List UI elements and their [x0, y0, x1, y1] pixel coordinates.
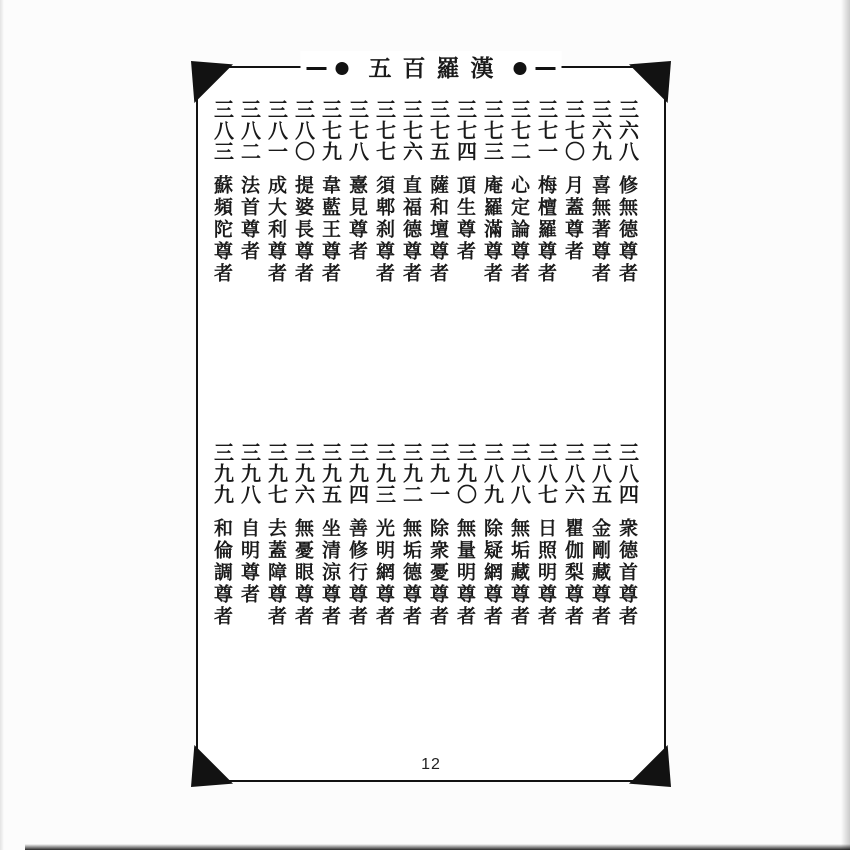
entry-number: 三九六	[291, 442, 314, 505]
entry-number: 三九〇	[453, 442, 476, 505]
entry-column-398	[235, 442, 262, 628]
entry-name: 除衆憂尊者	[427, 518, 448, 628]
entry-name: 和倫調尊者	[211, 518, 232, 628]
title-rule-right	[536, 67, 556, 70]
entry-name: 須郫刹尊者	[373, 175, 394, 285]
entry-column-394	[343, 442, 370, 628]
entry-number: 三七四	[453, 99, 476, 162]
entry-name: 頂生尊者	[454, 175, 475, 263]
entry-column-380	[289, 99, 316, 285]
entry-column-395	[316, 442, 343, 628]
arhat-list-lower	[208, 442, 640, 628]
title-cartouche	[301, 51, 562, 85]
entry-column-385	[586, 442, 613, 628]
entry-number: 三七三	[480, 99, 503, 162]
entry-column-379	[316, 99, 343, 285]
entry-number: 三七〇	[561, 99, 584, 162]
entry-column-391	[424, 442, 451, 628]
entry-number: 三八五	[588, 442, 611, 505]
page-frame	[196, 55, 666, 782]
entry-column-384	[613, 442, 640, 628]
entry-name: 無垢藏尊者	[508, 518, 529, 628]
entry-name: 直福德尊者	[400, 175, 421, 285]
entry-number: 三九一	[426, 442, 449, 505]
entry-column-388	[505, 442, 532, 628]
entry-name: 無量明尊者	[454, 518, 475, 628]
entry-name: 憙見尊者	[346, 175, 367, 263]
entry-number: 三九五	[318, 442, 341, 505]
entry-number: 三九三	[372, 442, 395, 505]
entry-name: 除疑網尊者	[481, 518, 502, 628]
entry-number: 三八六	[561, 442, 584, 505]
entry-number: 三八九	[480, 442, 503, 505]
entry-name: 蘇頻陀尊者	[211, 175, 232, 285]
entry-column-392	[397, 442, 424, 628]
scan-edge-bottom	[25, 844, 850, 850]
entry-column-371	[532, 99, 559, 285]
entry-name: 衆德首尊者	[616, 518, 637, 628]
scan-edge-left	[0, 0, 4, 850]
entry-column-389	[478, 442, 505, 628]
entry-column-382	[235, 99, 262, 285]
entry-number: 三八〇	[291, 99, 314, 162]
entry-number: 三八三	[210, 99, 233, 162]
entry-column-387	[532, 442, 559, 628]
entry-name: 庵羅滿尊者	[481, 175, 502, 285]
entry-column-375	[424, 99, 451, 285]
entry-name: 去蓋障尊者	[265, 518, 286, 628]
entry-column-393	[370, 442, 397, 628]
entry-number: 三七九	[318, 99, 341, 162]
entry-number: 三八一	[264, 99, 287, 162]
page-title: 五百羅漢	[368, 55, 505, 81]
corner-ornament-bottom-left-icon	[191, 745, 233, 787]
entry-number: 三八八	[507, 442, 530, 505]
entry-column-370	[559, 99, 586, 285]
entry-number: 三八四	[615, 442, 638, 505]
title-rule-left	[307, 67, 327, 70]
entry-number: 三九七	[264, 442, 287, 505]
entry-number: 三七八	[345, 99, 368, 162]
entry-column-374	[451, 99, 478, 285]
entry-column-399	[208, 442, 235, 628]
entry-number: 三七五	[426, 99, 449, 162]
entry-column-368	[613, 99, 640, 285]
entry-name: 法首尊者	[238, 175, 259, 263]
entry-name: 瞿伽梨尊者	[562, 518, 583, 628]
entry-column-381	[262, 99, 289, 285]
entry-number: 三八二	[237, 99, 260, 162]
entry-number: 三七七	[372, 99, 395, 162]
entry-name: 韋藍王尊者	[319, 175, 340, 285]
entry-number: 三七六	[399, 99, 422, 162]
bullet-left-icon	[336, 62, 349, 75]
entry-column-369	[586, 99, 613, 285]
entry-name: 光明網尊者	[373, 518, 394, 628]
bullet-right-icon	[514, 62, 527, 75]
entry-column-390	[451, 442, 478, 628]
entry-name: 自明尊者	[238, 518, 259, 606]
entry-name: 成大利尊者	[265, 175, 286, 285]
corner-ornament-top-right-icon	[629, 61, 671, 103]
entry-name: 金剛藏尊者	[589, 518, 610, 628]
page-number: 12	[421, 756, 441, 773]
entry-name: 無憂眼尊者	[292, 518, 313, 628]
entry-column-386	[559, 442, 586, 628]
entry-name: 善修行尊者	[346, 518, 367, 628]
entry-name: 喜無著尊者	[589, 175, 610, 285]
entry-name: 薩和壇尊者	[427, 175, 448, 285]
entry-column-376	[397, 99, 424, 285]
entry-number: 三六九	[588, 99, 611, 162]
entry-number: 三七一	[534, 99, 557, 162]
entry-number: 三九四	[345, 442, 368, 505]
entry-column-378	[343, 99, 370, 285]
entry-name: 日照明尊者	[535, 518, 556, 628]
corner-ornament-top-left-icon	[191, 61, 233, 103]
entry-number: 三八七	[534, 442, 557, 505]
entry-column-372	[505, 99, 532, 285]
entry-number: 三七二	[507, 99, 530, 162]
corner-ornament-bottom-right-icon	[629, 745, 671, 787]
entry-number: 三九八	[237, 442, 260, 505]
entry-name: 心定論尊者	[508, 175, 529, 285]
entry-number: 三九九	[210, 442, 233, 505]
entry-name: 梅檀羅尊者	[535, 175, 556, 285]
entry-column-396	[289, 442, 316, 628]
entry-column-373	[478, 99, 505, 285]
entry-column-377	[370, 99, 397, 285]
scan-edge-right	[841, 0, 850, 850]
entry-name: 坐清涼尊者	[319, 518, 340, 628]
entry-number: 三六八	[615, 99, 638, 162]
entry-name: 月蓋尊者	[562, 175, 583, 263]
entry-column-397	[262, 442, 289, 628]
arhat-list-upper	[208, 99, 640, 285]
entry-column-383	[208, 99, 235, 285]
entry-name: 無垢德尊者	[400, 518, 421, 628]
entry-name: 提婆長尊者	[292, 175, 313, 285]
entry-number: 三九二	[399, 442, 422, 505]
entry-name: 修無德尊者	[616, 175, 637, 285]
